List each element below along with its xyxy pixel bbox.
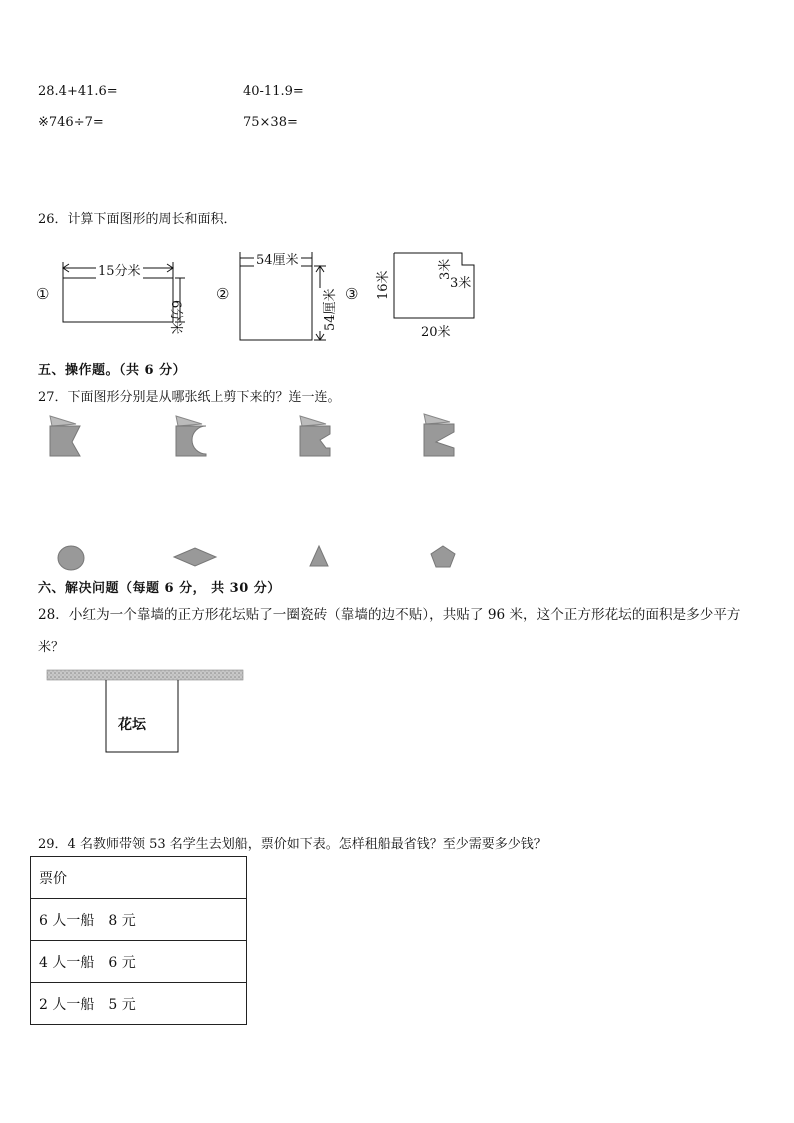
- pentagon-shape: [429, 544, 457, 570]
- folded-paper-3: [298, 412, 334, 458]
- flower-bed-label: 花坛: [118, 717, 146, 733]
- price-row-1: 6 人一船 8 元: [31, 899, 247, 941]
- folded-paper-4: [422, 412, 458, 458]
- price-table: [30, 856, 247, 1025]
- circle-shape: [56, 544, 86, 572]
- figure-2-number: ②: [216, 285, 230, 303]
- folded-paper-2: [174, 412, 214, 458]
- question-29-text: 29．4 名教师带领 53 名学生去划船，票价如下表。怎样租船最省钱？至少需要多少钱？: [38, 837, 547, 852]
- table-row: [31, 899, 247, 941]
- figure-1-number: ①: [36, 285, 50, 303]
- section-5-title: 五、操作题。（共 6 分）: [38, 363, 187, 378]
- table-row: [31, 983, 247, 1025]
- calc-item-2: 40-11.9=: [243, 84, 304, 99]
- figure-3-bottom-label: 20米: [421, 325, 451, 340]
- question-27-text: 27．下面图形分别是从哪张纸上剪下来的？连一连。: [38, 390, 341, 405]
- figure-2-side-label: 54厘米: [319, 288, 338, 331]
- figure-2-top-label: 54厘米: [254, 249, 301, 268]
- figure-3-left-label: 16米: [376, 270, 391, 300]
- question-28-line-2: 米？: [38, 640, 65, 655]
- figure-3-notch-horizontal-label: 3米: [450, 276, 472, 291]
- section-6-title: 六、解决问题（每题 6 分， 共 30 分）: [38, 581, 281, 596]
- table-row: [31, 941, 247, 983]
- folded-paper-1: [48, 412, 84, 458]
- price-table-header: 票价: [31, 857, 247, 899]
- price-row-3: 2 人一船 5 元: [31, 983, 247, 1025]
- figure-3-notch-vertical-label: 3米: [438, 258, 453, 280]
- figure-1-side-label: 6分米: [168, 300, 183, 335]
- calc-item-1: 28.4+41.6=: [38, 84, 118, 99]
- calc-item-4: 75×38=: [243, 115, 298, 130]
- triangle-shape: [308, 544, 330, 568]
- question-28-line-1: 28．小红为一个靠墙的正方形花坛贴了一圈瓷砖（靠墙的边不贴），共贴了 96 米，这个正方形花坛的面积是多少平方: [38, 607, 741, 623]
- figure-3-number: ③: [345, 285, 359, 303]
- table-row: [31, 857, 247, 899]
- figure-1-top-label: 15分米: [96, 260, 143, 279]
- price-row-2: 4 人一船 6 元: [31, 941, 247, 983]
- diamond-shape: [172, 546, 218, 568]
- question-26-text: 26．计算下面图形的周长和面积．: [38, 212, 237, 227]
- calc-item-3: ※746÷7=: [38, 115, 104, 130]
